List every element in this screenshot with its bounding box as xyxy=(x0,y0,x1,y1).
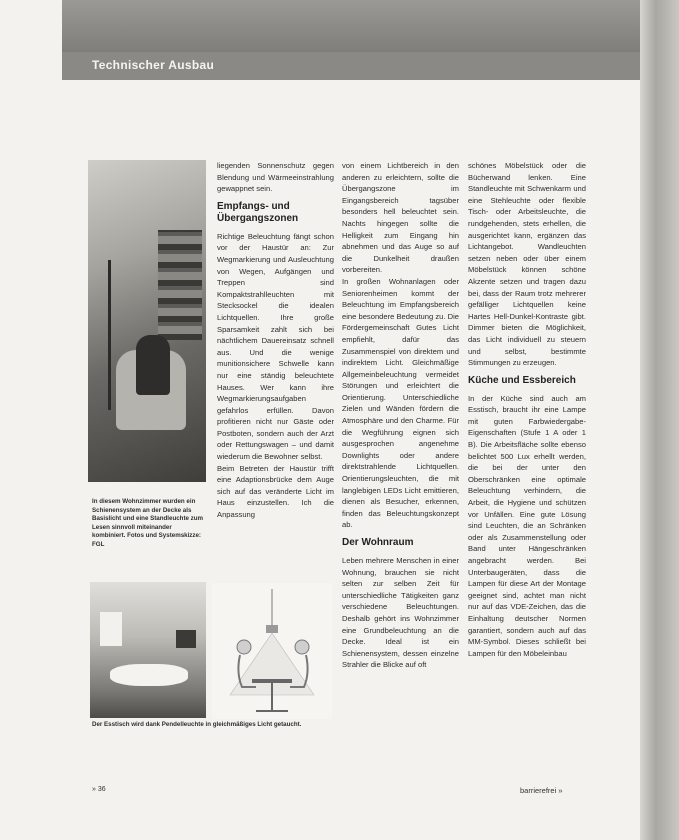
bookshelf xyxy=(158,230,202,340)
magazine-name: barrierefrei » xyxy=(520,786,563,795)
paragraph: In großen Wohnanlagen oder Seniorenheimen kommt der Beleuchtung im Empfangsbereich eine besondere Bedeutung zu. Die Fördergemeinschaft Gutes Licht empfiehlt, dafür das Zusammenspiel von direktem und indirektem Licht. Gleichmäßige Allgemeinbeleuchtung vermeidet Störungen und erleichtert die Orientierung. Unterschiedliche Zielen und Wänden fördern die Atmosphäre und den Charme. Für die Wegführung eignen sich ausgesprochen angenehme Downlights oder andere direktstrahlende Lichtquellen. Orientierungsleuchten, die mit langlebigen LEDs Licht emittieren, dienen als Besucher, erkennen, finden das Beleuchtungskonzept ab. xyxy=(342,276,459,530)
paragraph: In der Küche sind auch am Esstisch, braucht ihr eine Lampe mit guten Farbwiedergabe-Eigenschaften (Stufe 1 A oder 1 B). Die Arbeitsfläche sollte ebenso belichtet 500 Lux erhellt werden, die bei der unter den Oberschränken eine optimale Beleuchtung verhindern, die Arbeit, die Hygiene und schützen vor Unfällen. Eine gute Lösung sind Leuchten, die an Schränken oder als Zusammenstellung oder Band unter Hängeschränken angebracht werden. Bei Unterbaugeräten, dass die Lampen für diese Art der Montage geeignet sind, achtet man nicht nur auf das VDE-Zeichen, das die Einhaltung deutscher Normen garantiert, sondern auch auf das MM-Symbol. Dieses schließt bei Lampen für den Möbeleinbau xyxy=(468,393,586,658)
section-title: Technischer Ausbau xyxy=(92,58,215,72)
text-column-2 xyxy=(342,160,459,671)
page-edge xyxy=(640,0,679,840)
page-number: » 36 xyxy=(92,786,106,793)
text-column-3 xyxy=(468,160,586,659)
heading-empfangszonen: Empfangs- und Übergangszonen xyxy=(217,200,299,224)
paragraph: von einem Lichtbereich in den anderen zu erleichtern, sollte die Übergangszone im Eingangsbereich tagsüber besonders hell beleuchtet sein. Nachts hingegen sollte die Helligkeit zum Eingang hin abnehmen und das Auge so auf die Dunkelheit draußen vorbereiten. xyxy=(342,161,459,275)
dining-table xyxy=(110,664,188,686)
paragraph: Richtige Beleuchtung fängt schon vor der Haustür an: Zur Wegmarkierung und Ausleuchtung von Wegen, Aufgängen und Treppen sind Kompaktstrahlleuchten mit Stecksockel die idealen Lichtquellen. Ihre große Sparsamkeit zahlt sich bei nächtlichem Dauereinsatz schnell aus. Und die wenige munitionsichere Schwelle kann nur eine ständig beleuchtete Hauses. Wer kann ihre Wegmarkierungsaufgaben gefahrlos erfüllen. Davon profitieren nicht nur Gäste oder Postboten, sondern auch der Arzt oder Rettungswagen – und damit wiederum die Bewohner selbst. xyxy=(217,231,334,462)
heading-wohnraum: Der Wohnraum xyxy=(342,537,414,548)
wall-picture xyxy=(176,630,196,648)
living-room-photo xyxy=(88,160,206,482)
window xyxy=(100,612,122,646)
text-column-1 xyxy=(217,160,334,521)
pendant-lamp-sketch xyxy=(212,583,332,719)
paragraph: liegenden Sonnenschutz gegen Blendung und Wärmeeinstrahlung gewappnet sein. xyxy=(217,161,334,194)
paragraph: schönes Möbelstück oder die Bücherwand lenken. Eine Standleuchte mit Schwenkarm und eine Stehleuchte oder flexible Tisch- oder Arbeitsleuchte, die rundgehenden, stets erhellen, die ausgerichtet kann, ergänzen das Lichtangebot. Wandleuchten setzen neben oder über einem Möbelstück können schöne Akzente setzen und tragen dazu bei, dass der Raum trotz mehrerer gefälliger Lichtquellen keine Hartes Hell-Dunkel-Kontraste gibt. Dimmer bieten die Möglichkeit, das Licht individuell zu steuern und selbst, bestimmte Stimmungen zu erzeugen. xyxy=(468,161,586,368)
reading-person xyxy=(136,335,170,395)
heading-kueche: Küche und Essbereich xyxy=(468,374,576,386)
floor-lamp xyxy=(108,260,111,410)
paragraph: Beim Betreten der Haustür trifft eine Adaptionsbrücke dem Auge sich auf das veränderte Licht im Haus einzustellen. Ich die Anpassung xyxy=(217,463,334,520)
photo1-caption: In diesem Wohnzimmer wurden ein Schienensystem an der Decke als Basislicht und eine Standleuchte zum Lesen sinnvoll miteinander kombiniert. Fotos und Systemskizze: FGL xyxy=(92,498,204,548)
header-decoration xyxy=(62,0,640,52)
dining-room-photo xyxy=(90,582,206,718)
paragraph: Leben mehrere Menschen in einer Wohnung, brauchen sie nicht selten zur selben Zeit für unterschiedliche Tätigkeiten ganz verschiedene Beleuchtungen. Deshalb gehört ins Wohnzimmer eine Grundbeleuchtung an die Decke. Ideal ist ein Schienensystem, dessen einzelne Strahler die Blicke auf oft xyxy=(342,556,459,670)
photo2-caption: Der Esstisch wird dank Pendelleuchte in gleichmäßiges Licht getaucht. xyxy=(92,721,302,728)
